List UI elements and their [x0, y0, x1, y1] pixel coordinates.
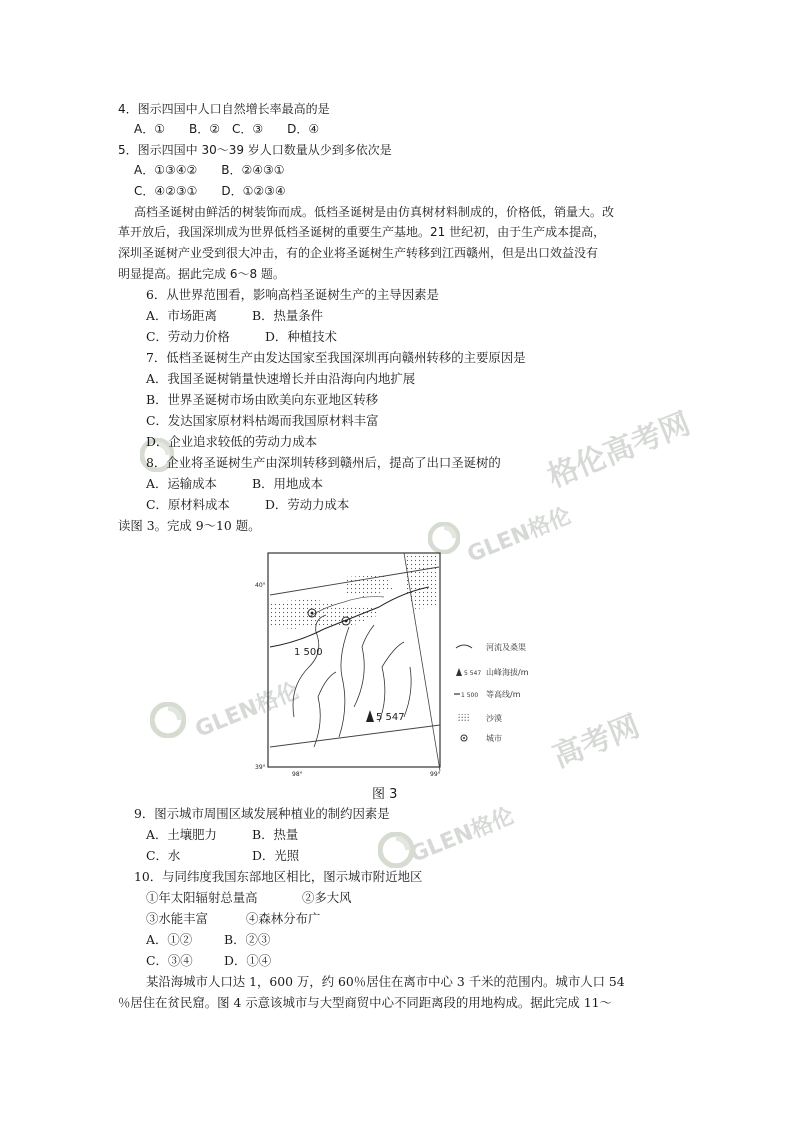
city-marker	[345, 620, 348, 623]
q5-stem: 5．图示四国中 30～39 岁人口数量从少到多依次是	[118, 143, 392, 157]
watermark-logo-icon	[378, 832, 414, 868]
watermark-logo-icon	[150, 702, 186, 738]
q5-options-row2: C．④②③① D．①②③④	[134, 184, 286, 198]
q7-option-d: D．企业追求较低的劳动力成本	[146, 434, 318, 449]
lon-label-left: 98°	[292, 771, 303, 778]
lat-label-bottom: 39°	[255, 764, 266, 771]
q10-item-3: ③水能丰富	[146, 911, 208, 926]
q6-option-d: D．种植技术	[265, 329, 337, 344]
legend-contour-label: 等高线/m	[486, 690, 521, 699]
q8-option-b: B．用地成本	[252, 476, 324, 491]
legend-desert-icon	[458, 714, 470, 721]
q7-option-a: A．我国圣诞树销量快速增长并由沿海向内地扩展	[146, 371, 416, 386]
q9-option-d: D．光照	[252, 848, 300, 863]
passage2-line: ％居住在贫民窟。图 4 示意该城市与大型商贸中心不同距离段的用地构成。据此完成 11～	[118, 995, 612, 1010]
passage1-line: 明显提高。据此完成 6～8 题。	[118, 267, 285, 281]
q10-item-4: ④森林分布广	[246, 911, 321, 926]
q8-option-a: A．运输成本	[146, 476, 217, 491]
legend-peak-icon	[456, 668, 462, 676]
city-marker	[311, 612, 314, 615]
figure3-caption: 图 3	[372, 787, 398, 802]
q6-stem: 6．从世界范围看，影响高档圣诞树生产的主导因素是	[146, 287, 439, 302]
contour-label: 1 500	[294, 647, 323, 658]
q9-option-b: B．热量	[252, 827, 299, 842]
legend-city-dot-icon	[463, 737, 465, 739]
q10-option-d: D．①④	[224, 953, 272, 968]
q7-stem: 7．低档圣诞树生产由发达国家至我国深圳再向赣州转移的主要原因是	[146, 350, 526, 365]
q6-option-c: C．劳动力价格	[146, 329, 230, 344]
q10-option-c: C．③④	[146, 953, 193, 968]
passage2-line: 某沿海城市人口达 1，600 万，约 60％居住在离市中心 3 千米的范围内。城市人口 54	[146, 974, 625, 989]
watermark-text: 高考网	[547, 708, 645, 775]
passage1-line: 深圳圣诞树产业受到很大冲击，有的企业将圣诞树生产转移到江西赣州，但是出口效益没有	[118, 246, 599, 260]
q8-option-c: C．原材料成本	[146, 497, 230, 512]
q7-option-b: B．世界圣诞树市场由欧美向东亚地区转移	[146, 392, 379, 407]
watermark-brand: GLEN格伦	[463, 503, 575, 568]
watermark-brand: GLEN格伦	[406, 803, 518, 868]
q4-stem: 4．图示四国中人口自然增长率最高的是	[118, 102, 330, 116]
river-line	[379, 642, 404, 722]
q7-option-c: C．发达国家原材料枯竭而我国原材料丰富	[146, 413, 379, 428]
river-line	[339, 627, 349, 737]
q5-options-row1: A．①③④② B．②④③①	[134, 163, 285, 177]
q8-stem: 8．企业将圣诞树生产由深圳转移到赣州后，提高了出口圣诞树的	[146, 455, 501, 470]
q8-option-d: D．劳动力成本	[265, 497, 350, 512]
watermark-brand: GLEN格伦	[191, 678, 303, 743]
river-line	[404, 667, 411, 717]
q10-item-1: ①年太阳辐射总量高	[146, 890, 258, 905]
lat-label-top: 40°	[255, 582, 266, 589]
figure3-map	[254, 547, 454, 779]
desert-area	[404, 555, 439, 609]
passage1-line: 高档圣诞树由鲜活的树装饰而成。低档圣诞树是由仿真树材料制成的，价格低，销量大。改	[134, 205, 615, 219]
river-line	[314, 672, 336, 747]
q9-option-a: A．土壤肥力	[146, 827, 217, 842]
legend-river-icon	[456, 645, 472, 648]
legend-river-label: 河流及桑渠	[486, 643, 526, 652]
q6-option-a: A．市场距离	[146, 308, 217, 323]
q9-stem: 9．图示城市周围区域发展种植业的制约因素是	[134, 806, 390, 821]
q10-option-a: A．①②	[146, 932, 193, 947]
watermark-text: 格伦高考网	[542, 406, 696, 495]
figure3-legend	[452, 632, 562, 744]
read-figure-instruction: 读图 3。完成 9～10 题。	[118, 518, 261, 533]
q10-stem: 10．与同纬度我国东部地区相比，图示城市附近地区	[134, 869, 423, 884]
river-line	[354, 625, 374, 707]
q10-option-b: B．②③	[224, 932, 271, 947]
q9-option-c: C．水	[146, 848, 181, 863]
q6-option-b: B．热量条件	[252, 308, 324, 323]
legend-desert-label: 沙漠	[486, 714, 502, 723]
peak-marker	[366, 710, 374, 722]
legend-contour-value: 1 500	[461, 692, 479, 699]
legend-peak-label: 山峰海拔/m	[486, 668, 529, 677]
q10-item-2: ②多大风	[302, 890, 352, 905]
road-line	[270, 725, 440, 747]
peak-label: 5 547	[376, 712, 405, 723]
legend-city-label: 城市	[486, 734, 502, 743]
lon-label-right: 99°	[430, 771, 441, 778]
legend-peak-value: 5 547	[464, 670, 482, 677]
q4-options: A．① B．② C．③ D．④	[134, 122, 320, 136]
passage1-line: 革开放后，我国深圳成为世界低档圣诞树的重要生产基地。21 世纪初，由于生产成本提高，	[118, 225, 606, 239]
